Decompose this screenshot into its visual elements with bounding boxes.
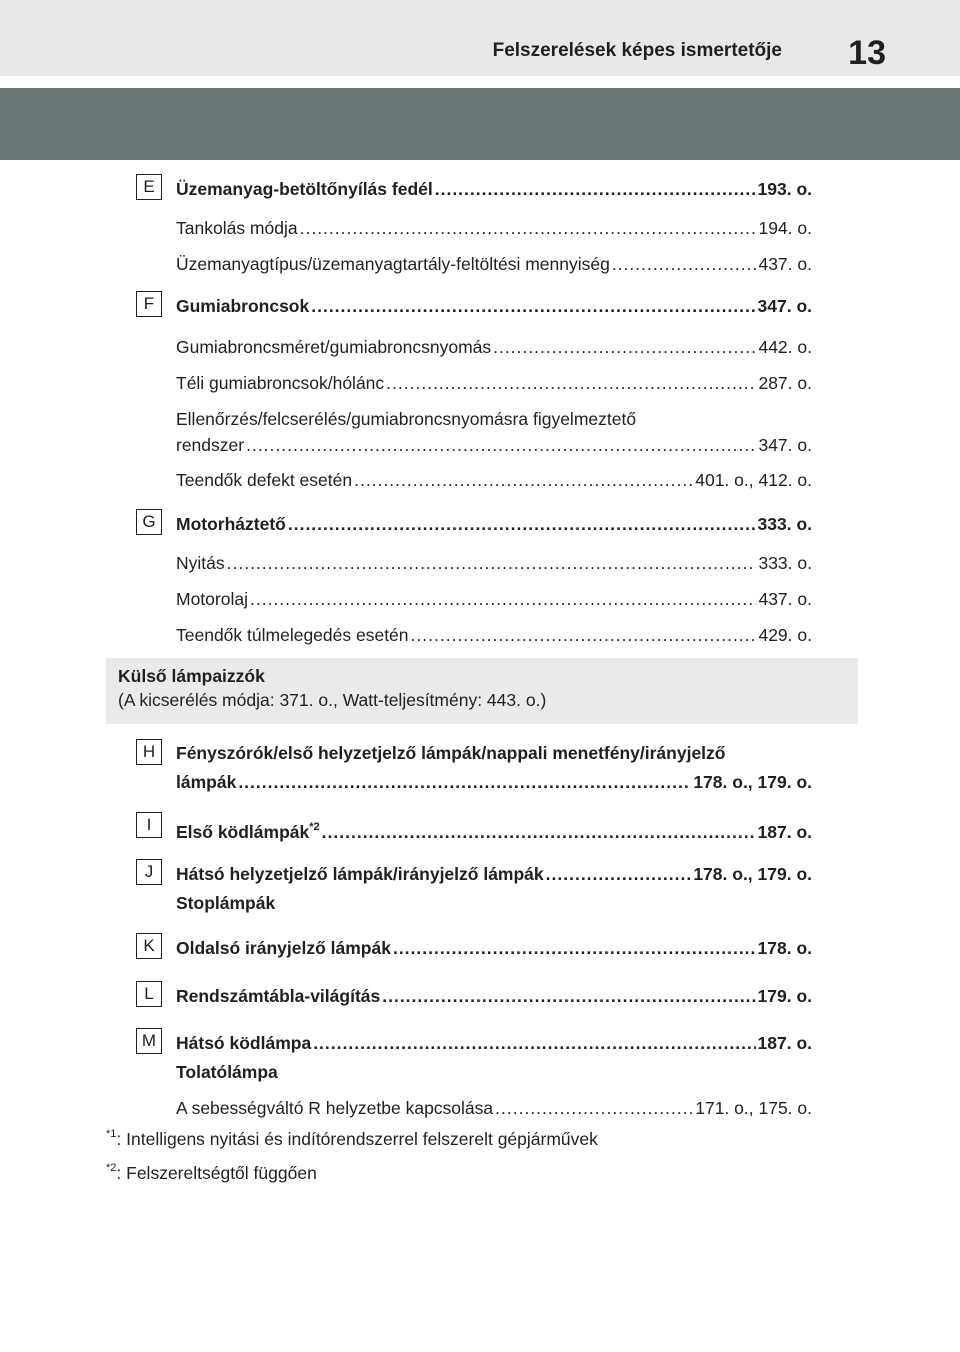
entry-license-plate-light: Rendszámtábla-világítás ..... 179. o. (176, 985, 812, 1007)
footnote-1: $^{*1}$: Intelligens nyitási és indítórendszerrel felszerelt gépjárművek (106, 1128, 598, 1149)
exterior-bulbs-title: Külső lámpaizzók (118, 666, 265, 686)
section-letter-f: F (136, 291, 162, 317)
section-letter-h: H (136, 739, 162, 765)
entry-page-ref: 193. o. (757, 179, 812, 199)
exterior-bulbs-subtitle: (A kicserélés módja: 371. o., Watt-teljesítmény: 443. o.) (118, 690, 547, 710)
sub-entry-tpms-line1: Ellenőrzés/felcserélés/gumiabroncsnyomásra figyelmeztető (176, 409, 637, 429)
sub-entry-opening: Nyitás ..... 333. o. (176, 552, 812, 574)
entry-label: Üzemanyag-betöltőnyílás fedél (176, 179, 433, 199)
section-letter-m: M (136, 1028, 162, 1054)
entry-side-turn-signals: Oldalsó irányjelző lámpák ..... 178. o. (176, 937, 812, 959)
entry-rear-fog-light: Hátsó ködlámpa ..... 187. o. (176, 1032, 812, 1054)
section-letter-j: J (136, 859, 162, 885)
header-title: Felszerelések képes ismertetője (492, 40, 782, 61)
footnote-ref: *2 (309, 821, 320, 833)
entry-rear-position-lights: Hátsó helyzetjelző lámpák/irányjelző lámpák ..... 178. o., 179. o. (176, 863, 812, 885)
entry-reverse-light: Tolatólámpa (176, 1062, 278, 1082)
sub-entry-engine-oil: Motorolaj ..... 437. o. (176, 588, 812, 610)
sub-entry-reverse-gear: A sebességváltó R helyzetbe kapcsolása ..... 171. o., 175. o. (176, 1097, 812, 1119)
section-letter-i: I (136, 812, 162, 838)
sub-entry-tire-size: Gumiabroncsméret/gumiabroncsnyomás ..... 442. o. (176, 336, 812, 358)
entry-headlights: lámpák ..... 178. o., 179. o. (176, 771, 812, 793)
entry-fuel-filler-door (176, 178, 812, 200)
section-letter-g: G (136, 509, 162, 535)
page-number: 13 (848, 34, 886, 72)
section-letter-k: K (136, 933, 162, 959)
sub-entry-tpms: rendszer ..... 347. o. (176, 434, 812, 456)
sub-entry-refueling: Tankolás módja ..... 194. o. (176, 217, 812, 239)
entry-stop-lights: Stoplámpák (176, 893, 276, 913)
section-letter-e: E (136, 174, 162, 200)
sub-entry-overheating: Teendők túlmelegedés esetén ..... 429. o. (176, 624, 812, 646)
header-band (0, 0, 960, 76)
footnote-2: $^{*2}$: Felszereltségtől függően (106, 1162, 317, 1183)
entry-hood: Motorháztető ..... 333. o. (176, 513, 812, 535)
sub-entry-winter-tires: Téli gumiabroncsok/hólánc ..... 287. o. (176, 372, 812, 394)
sub-entry-flat-tire: Teendők defekt esetén ..... 401. o., 412. o. (176, 469, 812, 491)
header-dark-bar (0, 88, 960, 160)
exterior-bulbs-box (106, 658, 858, 724)
entry-front-fog-lights: Első ködlámpák$^{*2}$ ..... 187. o. (176, 816, 812, 843)
section-letter-l: L (136, 981, 162, 1007)
entry-headlights-line1: Fényszórók/első helyzetjelző lámpák/nappali menetfény/irányjelző (176, 743, 726, 763)
entry-tires: Gumiabroncsok ..... 347. o. (176, 295, 812, 317)
sub-entry-fuel-type: Üzemanyagtípus/üzemanyagtartály-feltöltési mennyiség ..... 437. o. (176, 253, 812, 275)
